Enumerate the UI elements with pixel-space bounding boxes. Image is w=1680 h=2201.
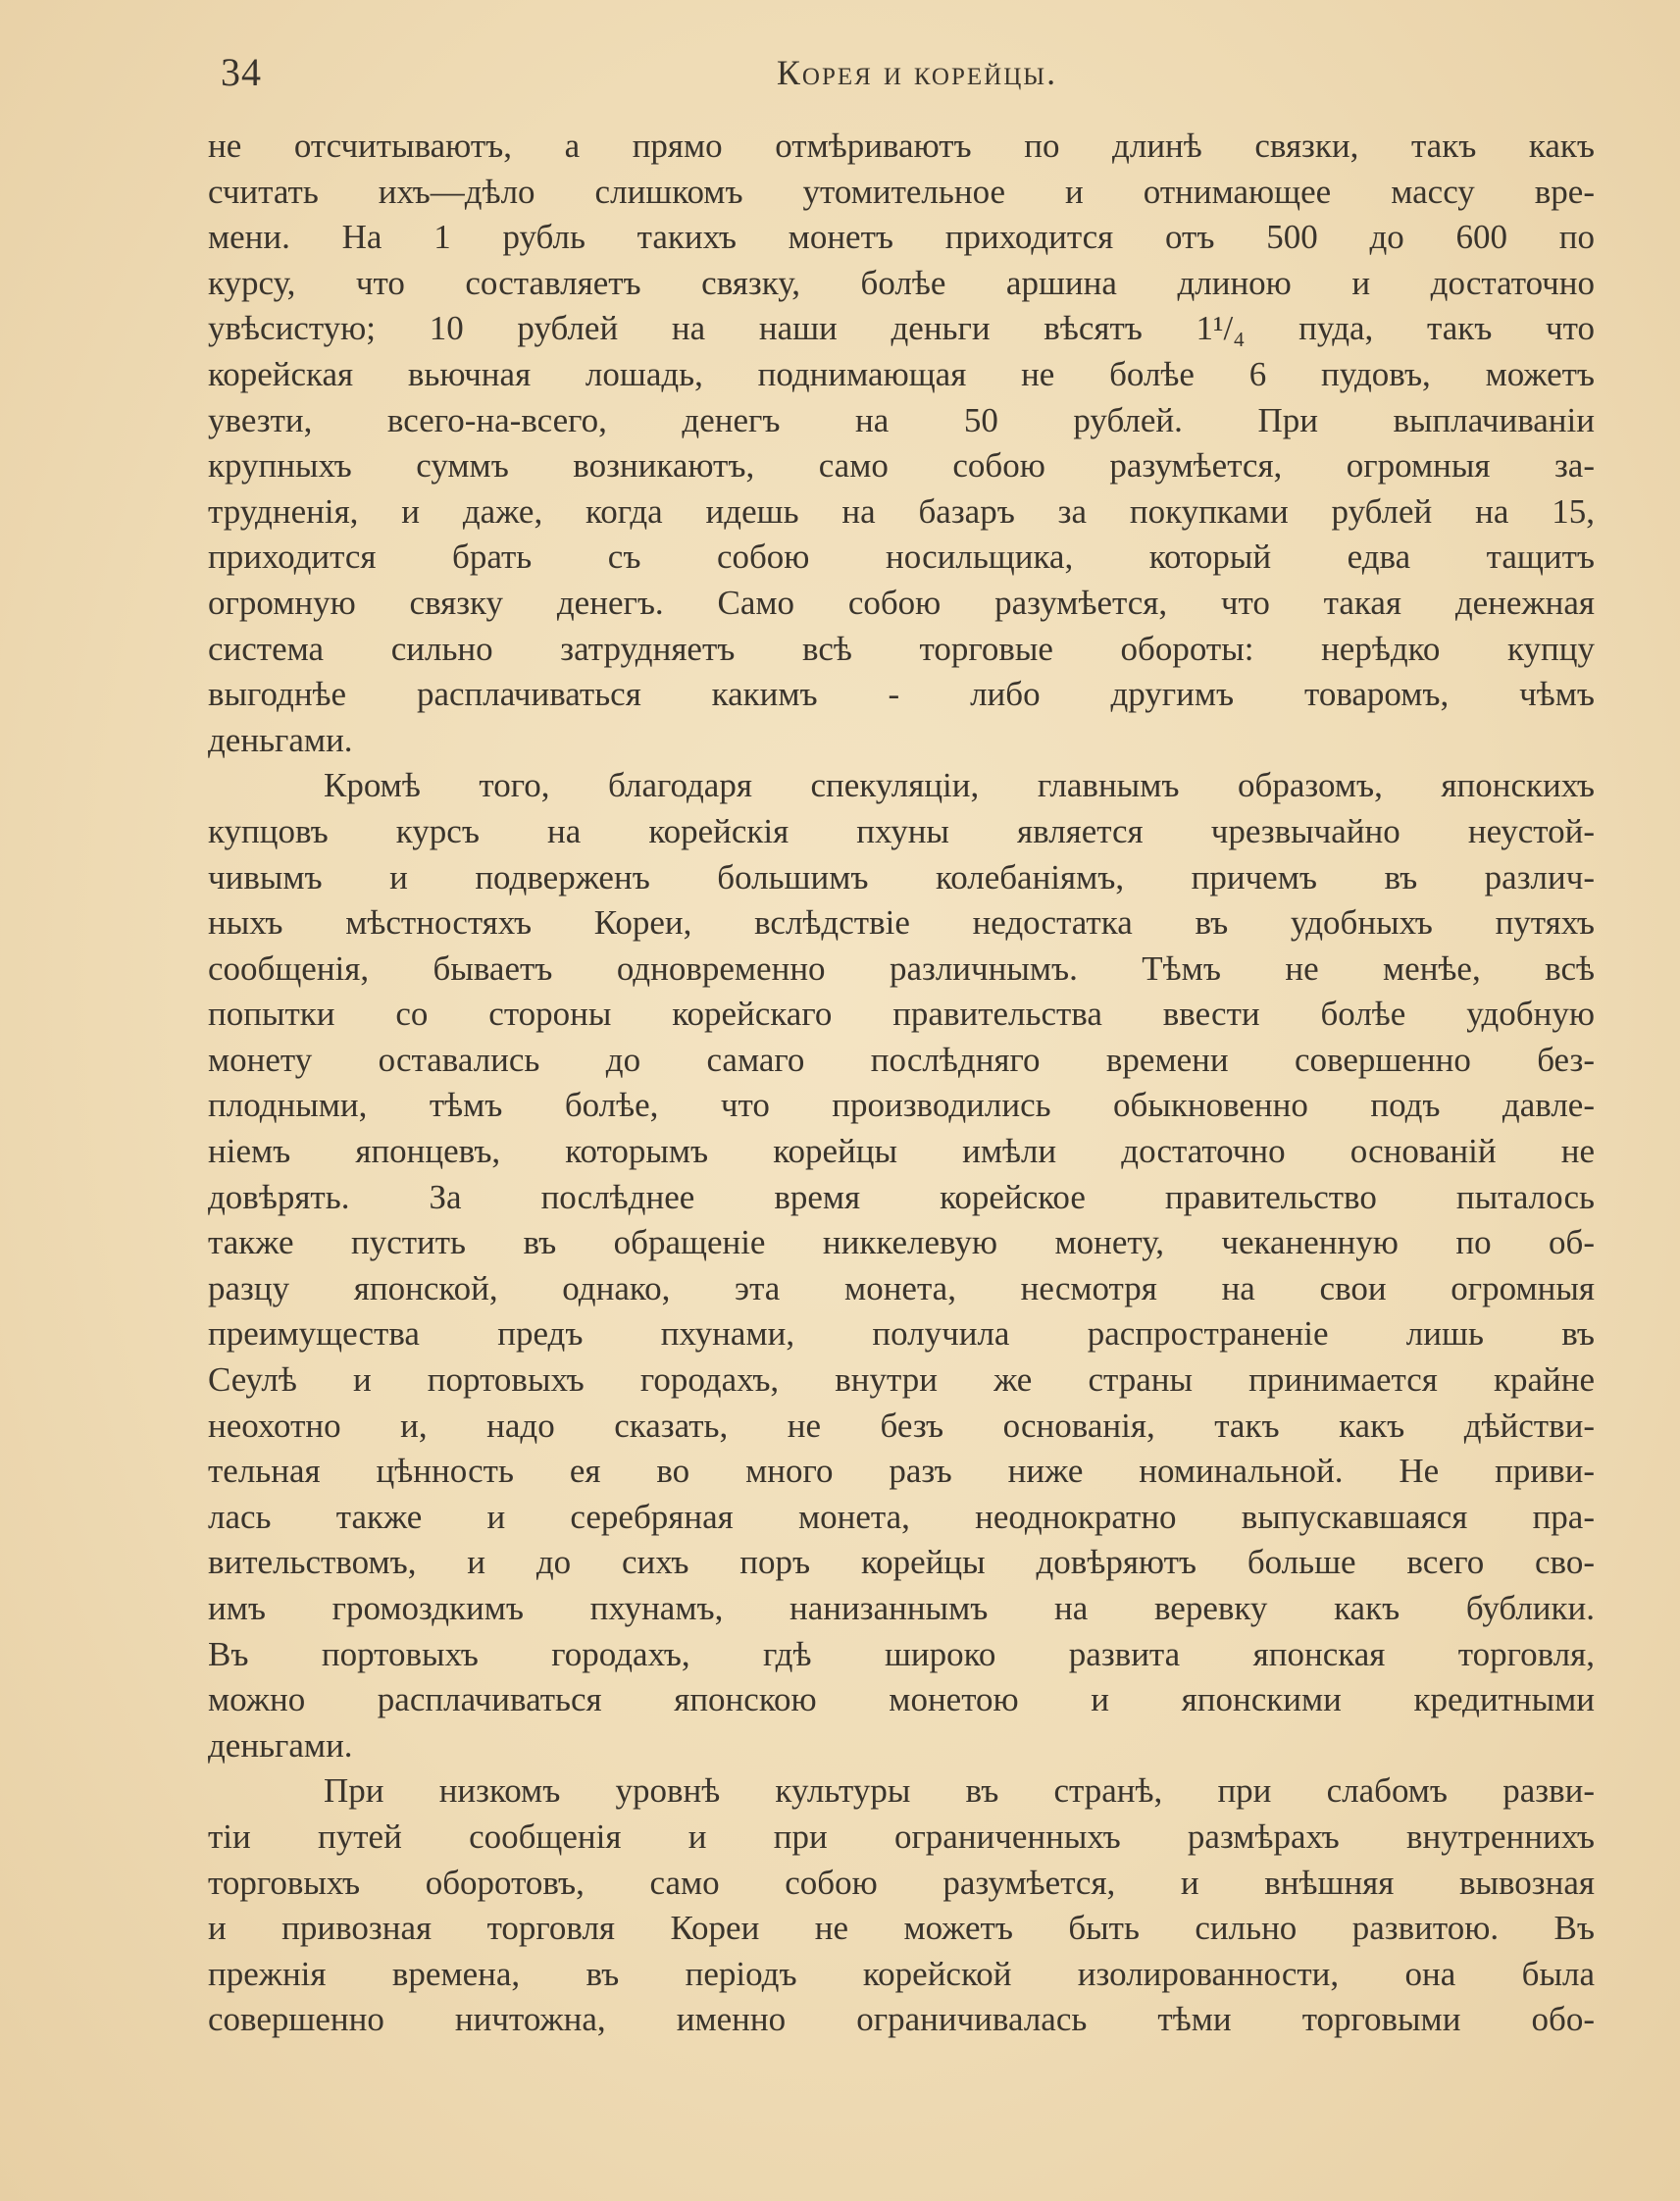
text-line: ніемъ японцевъ, которымъ корейцы имѣли достаточно основаній не	[208, 1132, 1595, 1171]
text-line: приходится брать съ собою носильщика, который едва тащитъ	[208, 537, 1595, 577]
text-line: купцовъ курсъ на корейскія пхуны является чрезвычайно неустой-	[208, 811, 1595, 850]
paragraph	[208, 763, 1595, 1768]
text-line: При низкомъ уровнѣ культуры въ странѣ, при слабомъ разви-	[324, 1771, 1595, 1811]
paragraph	[208, 124, 1595, 763]
text-line: монету оставались до самаго послѣдняго времени совершенно без-	[208, 1040, 1595, 1079]
page-number: 34	[221, 50, 262, 94]
text-line: не отсчитываютъ, а прямо отмѣриваютъ по длинѣ связки, такъ какъ	[208, 127, 1595, 165]
text-line: можно расплачиваться японскою монетою и японскими кредитными	[208, 1680, 1595, 1719]
text-line: также пустить въ обращеніе никкелевую монету, чеканенную по об-	[208, 1223, 1595, 1262]
text-line: считать ихъ—дѣло слишкомъ утомительное и отнимающее массу вре-	[208, 172, 1595, 211]
text-line: попытки со стороны корейскаго правительства ввести болѣе удобную	[208, 995, 1595, 1034]
text-line: деньгами.	[208, 720, 353, 759]
page-header	[221, 43, 1594, 102]
text-line: преимущества предъ пхунами, получила распространеніе лишь въ	[208, 1314, 1595, 1354]
text-line: чивымъ и подверженъ большимъ колебаніямъ, причемъ въ различ-	[208, 857, 1595, 896]
text-line: разцу японской, однако, эта монета, несмотря на свои огромныя	[208, 1268, 1595, 1307]
text-line: выгоднѣе расплачиваться какимъ - либо другимъ товаромъ, чѣмъ	[208, 675, 1595, 714]
text-line: мени. На 1 рубль такихъ монетъ приходится отъ 500 до 600 по	[208, 218, 1595, 257]
text-line: система сильно затрудняетъ всѣ торговые обороты: нерѣдко купцу	[208, 629, 1595, 668]
running-title: Корея и корейцы.	[776, 53, 1058, 92]
text-line: прежнія времена, въ періодъ корейской изолированности, она была	[208, 1954, 1595, 1993]
text-line: деньгами.	[208, 1725, 353, 1765]
text-line: довѣрять. За послѣднее время корейское правительство пыталось	[208, 1177, 1595, 1216]
text-line: вительствомъ, и до сихъ поръ корейцы довѣряютъ больше всего сво-	[208, 1543, 1595, 1582]
text-line: плодными, тѣмъ болѣе, что производились обыкновенно подъ давле-	[208, 1086, 1595, 1125]
text-line: неохотно и, надо сказать, не безъ основанія, такъ какъ дѣйстви-	[208, 1406, 1595, 1445]
text-line: ныхъ мѣстностяхъ Кореи, вслѣдствіе недостатка въ удобныхъ путяхъ	[208, 903, 1595, 943]
text-line: увѣсистую; 10 рублей на наши деньги вѣсятъ 1¹/₄ пуда, такъ что	[208, 309, 1595, 348]
text-line: тіи путей сообщенія и при ограниченныхъ размѣрахъ внутреннихъ	[208, 1817, 1595, 1856]
text-line: Кромѣ того, благодаря спекуляціи, главнымъ образомъ, японскихъ	[324, 766, 1595, 805]
text-line: крупныхъ суммъ возникаютъ, само собою разумѣется, огромныя за-	[208, 446, 1595, 486]
body-text	[208, 124, 1595, 2043]
text-line: лась также и серебряная монета, неоднократно выпускавшаяся пра-	[208, 1497, 1595, 1536]
text-line: огромную связку денегъ. Само собою разумѣется, что такая денежная	[208, 583, 1595, 622]
paragraph	[208, 1768, 1595, 2043]
text-line: Въ портовыхъ городахъ, гдѣ широко развита японская торговля,	[208, 1634, 1595, 1673]
text-line: трудненія, и даже, когда идешь на базаръ за покупками рублей на 15,	[208, 491, 1595, 531]
text-line: тельная цѣнность ея во много разъ ниже номинальной. Не приви-	[208, 1452, 1595, 1491]
text-line: имъ громоздкимъ пхунамъ, нанизаннымъ на веревку какъ бублики.	[208, 1589, 1595, 1627]
text-line: увезти, всего-на-всего, денегъ на 50 рублей. При выплачиваніи	[208, 400, 1595, 439]
text-line: сообщенія, бываетъ одновременно различнымъ. Тѣмъ не менѣе, всѣ	[208, 948, 1595, 988]
text-line: и привозная торговля Кореи не можетъ быть сильно развитою. Въ	[208, 1909, 1595, 1948]
text-line: Сеулѣ и портовыхъ городахъ, внутри же страны принимается крайне	[208, 1360, 1595, 1400]
text-line: корейская вьючная лошадь, поднимающая не болѣе 6 пудовъ, можетъ	[208, 354, 1595, 393]
text-line: совершенно ничтожна, именно ограничивалась тѣми торговыми обо-	[208, 2000, 1595, 2039]
text-line: торговыхъ оборотовъ, само собою разумѣется, и внѣшняя вывозная	[208, 1863, 1595, 1902]
text-line: курсу, что составляетъ связку, болѣе аршина длиною и достаточно	[208, 263, 1595, 302]
